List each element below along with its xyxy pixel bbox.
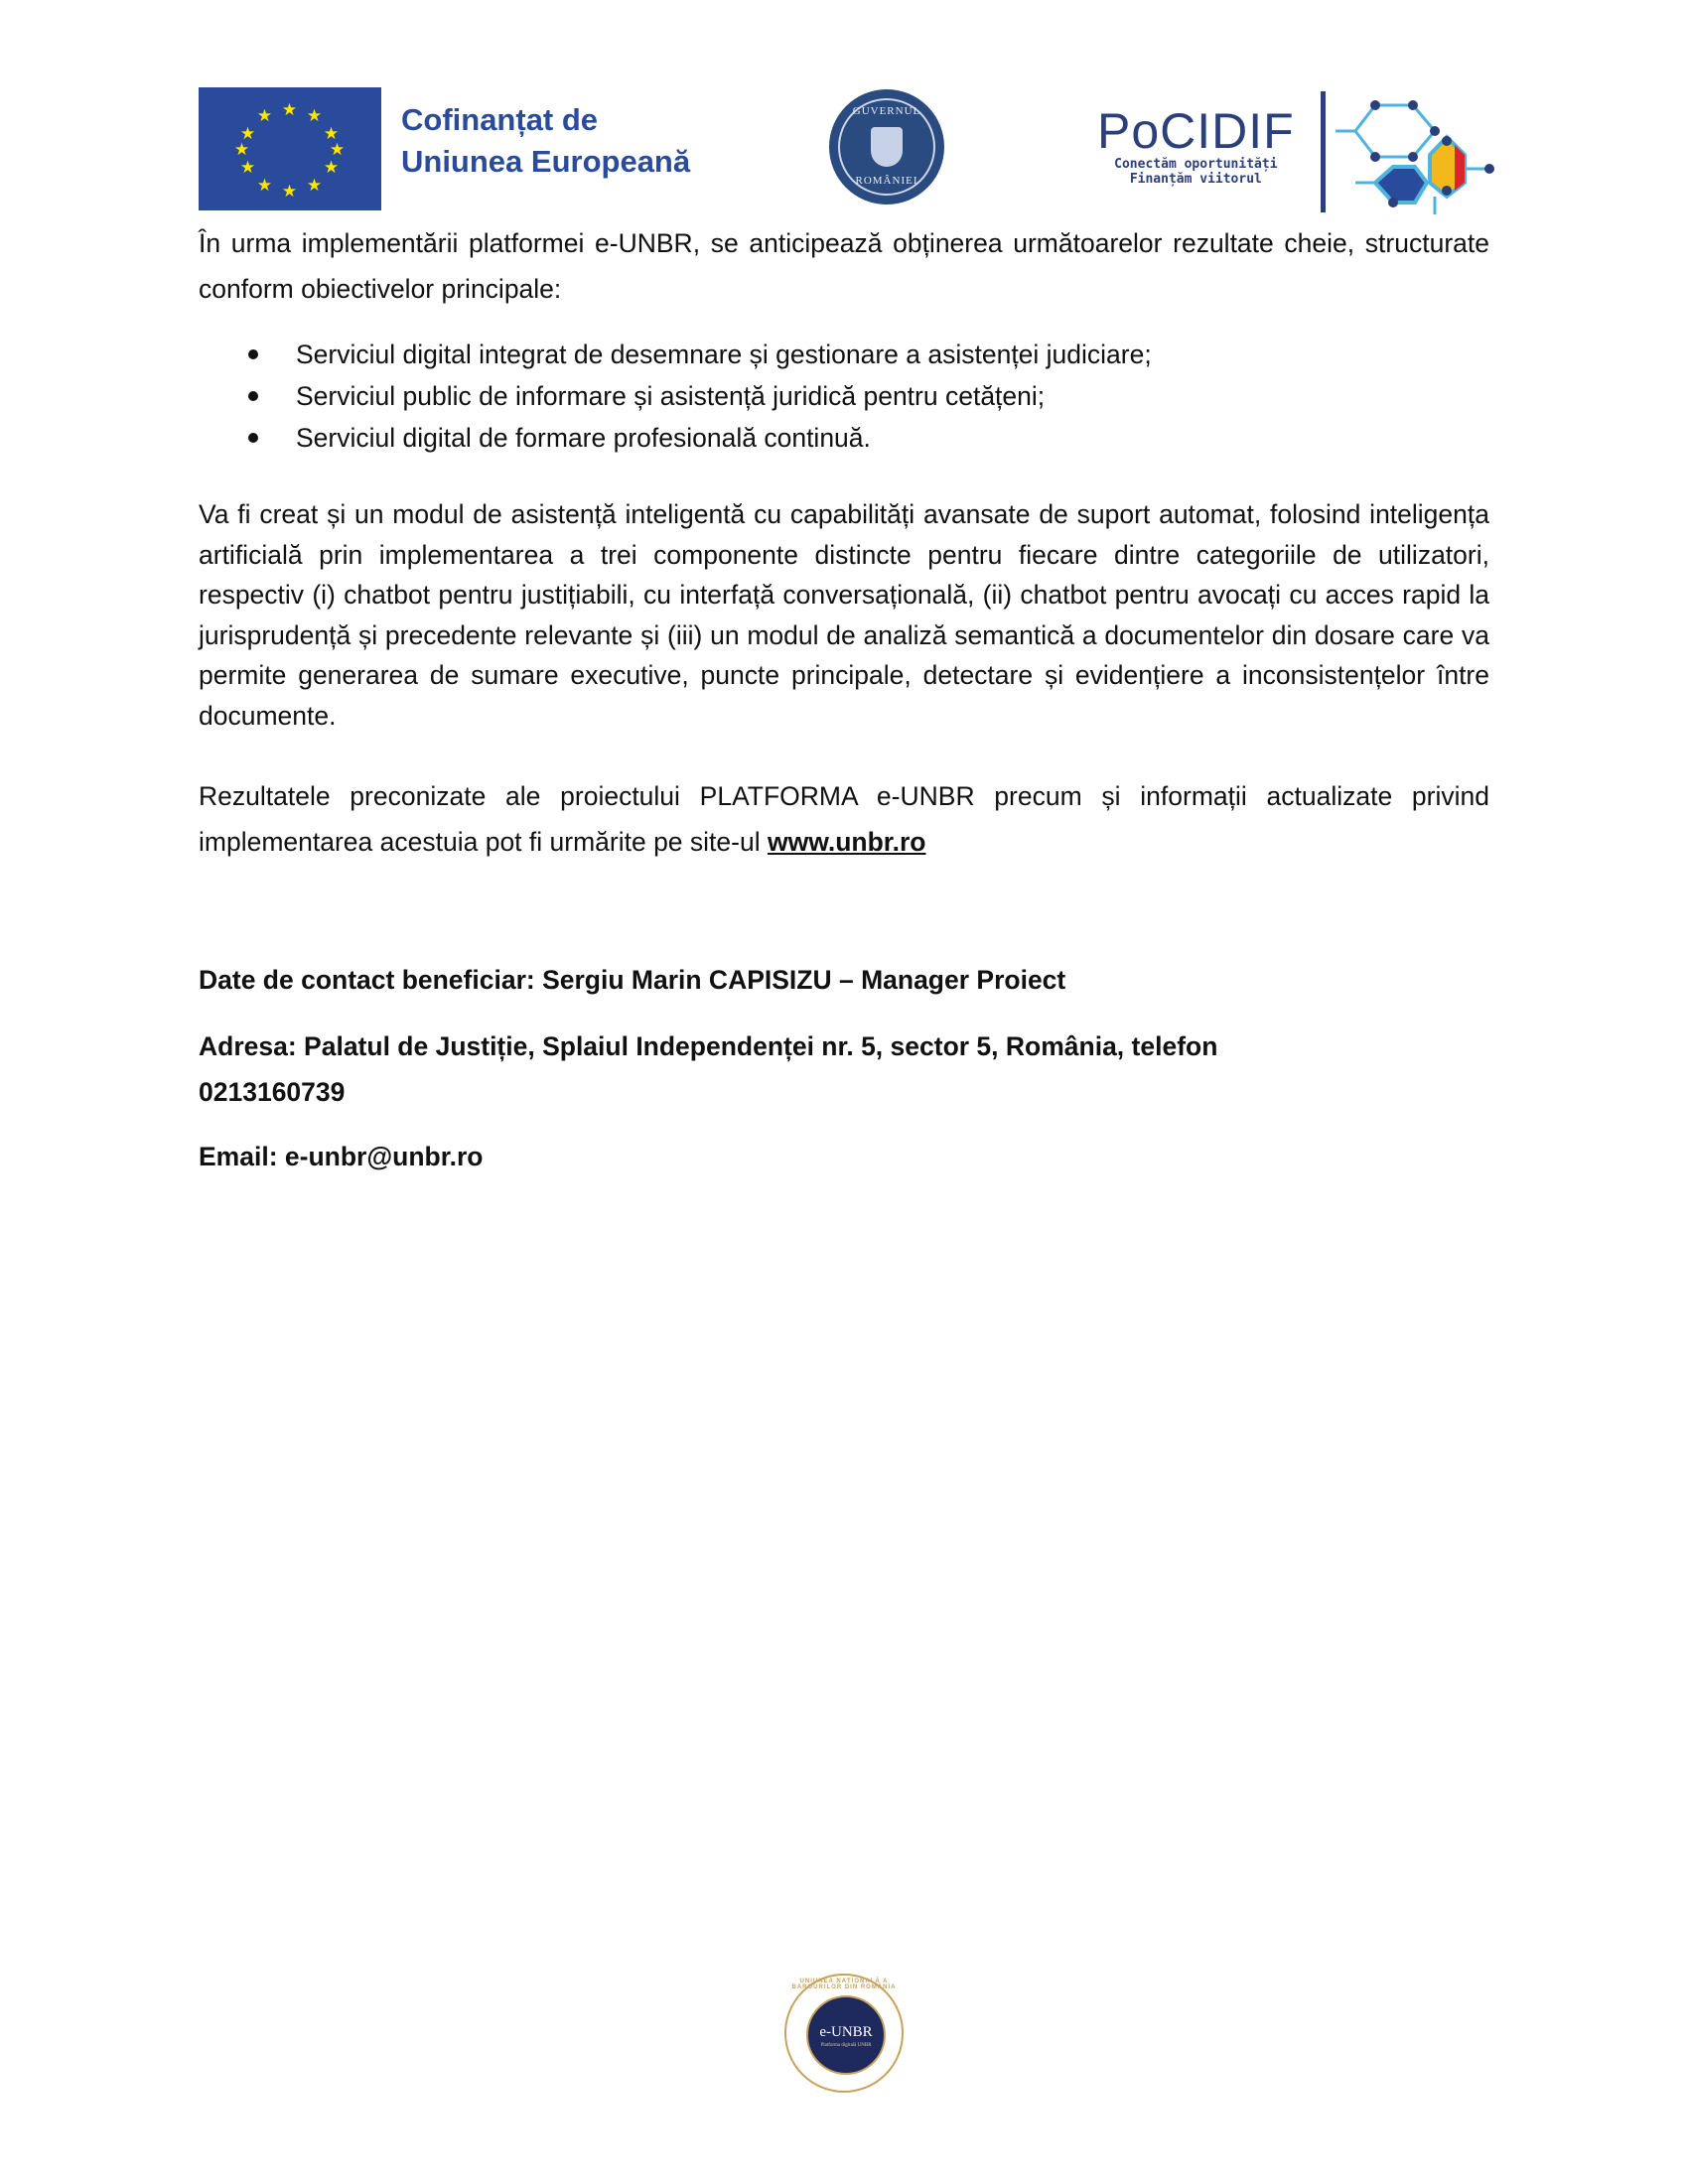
e-unbr-seal-icon	[784, 1974, 904, 2093]
contact-beneficiary: Date de contact beneficiar: Sergiu Marin CAPISIZU – Manager Proiect	[199, 965, 1066, 995]
list-item: Serviciul digital integrat de desemnare și gestionare a asistenței judiciare;	[199, 334, 1489, 375]
eu-cofinancing-text: Cofinanțat de Uniunea Europeană	[401, 102, 691, 179]
gov-seal-top-text: GUVERNUL	[852, 105, 921, 117]
ai-module-paragraph: Va fi creat și un modul de asistență inteligentă cu capabilități avansate de suport automat, folosind inteligența artificială prin implementarea a trei componente distincte pentru fiecare dintre categoriile de utilizatori, respectiv (i) chatbot pentru justițiabili, cu interfață conversațională, (ii) chatbot pentru avocați cu acces rapid la jurisprudență și precedente relevante și (iii) un modul de analiză semantică a documentelor din dosare care va permite generarea de sumare executive, puncte principale, detectare și evidențiere a inconsistențelor între documente.	[199, 499, 1489, 731]
logo-divider	[1321, 91, 1326, 212]
pocidif-logo	[1097, 105, 1295, 187]
romanian-government-seal-icon	[829, 89, 944, 205]
results-paragraph: Rezultatele preconizate ale proiectului PLATFORMA e-UNBR precum și informații actualizate privind implementarea acestuia pot fi urmărite pe site-ul www.unbr.ro	[199, 781, 1489, 857]
pocidif-title: PoCIDIF	[1097, 103, 1295, 159]
seal-ring-text: UNIUNEA NAȚIONALĂ A BAROURILOR DIN ROMÂNIA	[791, 1979, 897, 1990]
gov-seal-bottom-text: ROMÂNIEI	[855, 175, 918, 187]
pocidif-tagline-2: Finanțăm viitorul	[1129, 172, 1262, 187]
header-logos	[199, 85, 1489, 214]
seal-title: e-UNBR	[819, 2024, 873, 2040]
seal-subtitle: Platforma digitală UNBR	[820, 2043, 872, 2048]
pocidif-tagline-1: Conectăm oportunități	[1114, 157, 1278, 172]
eagle-icon	[871, 127, 903, 167]
list-item: Serviciul public de informare și asistență juridică pentru cetățeni;	[199, 375, 1489, 417]
hexagon-network-icon	[1336, 85, 1494, 214]
document-body	[199, 220, 1489, 1176]
contact-email: Email: e-unbr@unbr.ro	[199, 1142, 484, 1171]
intro-paragraph: În urma implementării platformei e-UNBR, se anticipează obținerea următoarelor rezultate cheie, structurate conform obiectivelor principale:	[199, 228, 1489, 304]
list-item: Serviciul digital de formare profesională continuă.	[199, 417, 1489, 459]
eu-flag-icon: ★ ★ ★ ★ ★ ★ ★ ★ ★ ★ ★ ★	[199, 87, 381, 210]
contact-address: Adresa: Palatul de Justiție, Splaiul Independenței nr. 5, sector 5, România, telefon 0213160739	[199, 1031, 1218, 1107]
unbr-site-link[interactable]: www.unbr.ro	[767, 827, 926, 857]
results-list	[199, 334, 1489, 459]
